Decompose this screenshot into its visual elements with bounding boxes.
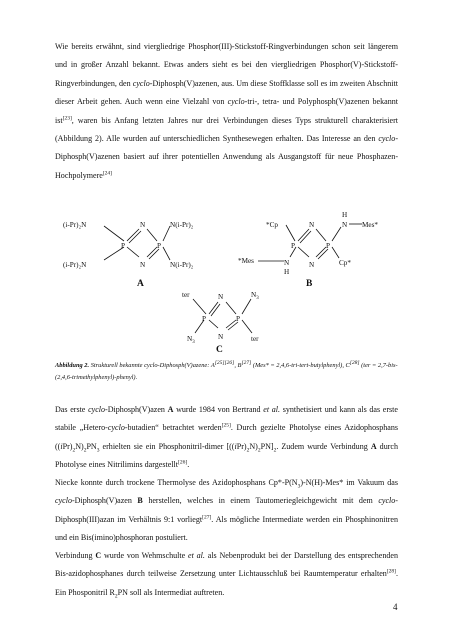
text-run: herstellen, welches in einem Tautomeriegleichgewicht mit dem: [142, 496, 379, 506]
bond: [226, 320, 236, 328]
amine-nitrogen: N: [342, 221, 348, 229]
text-run: (ter = 2,7-bis-(2,4,6-trimethylphenyl)-phenyl).: [55, 362, 398, 381]
bond: [286, 225, 295, 241]
figure-caption: [55, 360, 398, 384]
text-run: -Diphosph(V)azen: [105, 405, 168, 414]
bond: [332, 227, 341, 241]
substituent-label: Mes*: [362, 221, 378, 229]
text-run: . Zudem wurde Verbindung: [276, 441, 371, 451]
text-run: et al.: [188, 551, 205, 560]
text-run: Das erste: [55, 405, 89, 414]
citation: [24]: [102, 170, 112, 177]
text-run: . Ein Phosponitril R: [55, 569, 398, 597]
text-run: , waren bis Anfang letzten Jahres nur drei Verbindungen dieses Typs strukturell charakterisiert (Abbildung 2). Alle wurden auf unterschiedlichen Synthesewegen erhalten. Das Interesse an den: [55, 115, 398, 144]
ring-nitrogen: N: [218, 333, 224, 341]
subscript: 2: [273, 447, 277, 454]
text-run: PN soll als Intermediat auftreten.: [117, 587, 225, 597]
bond: [193, 299, 206, 314]
bond: [147, 229, 157, 241]
ring-phosphorus: P: [291, 242, 295, 250]
bond: [298, 247, 309, 257]
substituent-label: (i-Pr)₂N: [63, 221, 87, 229]
ring-nitrogen: N: [140, 221, 146, 229]
compound-a-structure: [63, 221, 194, 289]
text-run: (Mes* = 2,4,6-tri-tert-butylphenyl), C: [251, 362, 350, 369]
citation: [28]: [349, 359, 360, 366]
bond: [163, 226, 170, 241]
text-run: durch Photolyse eines Nitrilimins dargestellt: [55, 441, 398, 470]
paragraph-compound-a: [55, 401, 398, 475]
ring-nitrogen: N: [309, 261, 315, 269]
compound-b-structure: [238, 211, 378, 289]
substituent-label: [187, 335, 195, 345]
substituent-label: N(i-Pr)₂: [170, 221, 194, 229]
amine-hydrogen: H: [284, 268, 290, 276]
substituent-label: (i-Pr)₂N: [63, 261, 87, 269]
text-run: wurde von Wehmschulte: [101, 551, 189, 560]
bond: [242, 320, 252, 333]
bond: [332, 247, 339, 258]
ring-phosphorus: P: [326, 242, 330, 250]
substituent-label: *Cp: [266, 221, 278, 229]
bond: [226, 302, 236, 314]
text-run: cyclo: [132, 78, 150, 88]
compound-ref: A: [167, 405, 174, 414]
text-run: PN]: [260, 441, 274, 451]
ring-phosphorus: P: [202, 315, 206, 323]
substituent-label: Cp*: [339, 259, 351, 267]
amine-hydrogen: H: [342, 211, 348, 219]
text-run: )-N(H)-Mes* im Vakuum das: [300, 478, 398, 487]
citation: [27]: [202, 514, 212, 521]
ring-phosphorus: P: [121, 242, 125, 250]
bond: [316, 229, 326, 241]
compound-label-a: A: [137, 279, 144, 289]
text-run: cyclo: [107, 423, 125, 433]
paragraph-compound-c: [55, 547, 398, 602]
caption-label: Abbildung 2.: [55, 362, 90, 369]
subscript: 2: [246, 447, 250, 454]
citation: [25][26]: [214, 359, 235, 366]
citation: [27]: [241, 359, 252, 366]
text-run: i: [234, 441, 237, 451]
subscript: 2: [114, 593, 118, 600]
compound-c-structure: [182, 291, 259, 355]
text-run: erhielten sie ein Phosphonitril-dimer [((: [99, 441, 235, 451]
paragraph-compound-b: [55, 474, 398, 548]
subscript: 2: [83, 447, 87, 454]
subscript: 2: [257, 447, 261, 454]
text-run: , B: [234, 362, 242, 369]
ring-nitrogen: N: [309, 221, 315, 229]
compound-label-b: B: [306, 279, 313, 289]
text-run: cyclo: [378, 134, 396, 144]
compound-label-c: C: [216, 345, 223, 355]
text-run: Strukturell bekannte cyclo-Diphosph(V)azene: A: [89, 362, 215, 369]
substituent-label: N(i-Pr)₂: [170, 261, 194, 269]
subscript: 3: [297, 483, 301, 490]
bond: [163, 247, 170, 260]
page-number: 4: [393, 602, 398, 612]
bond: [127, 247, 139, 257]
azide-subscript: 3: [256, 296, 259, 301]
substituent-label: [251, 291, 259, 301]
text-run: als Nebenprodukt bei der Darstellung des entsprechenden Bis-azidophosphanes durch teilweise Zersetzung unter Lichtausschluß bei Raumtemperatur erhalten: [55, 551, 398, 579]
bond: [242, 299, 251, 314]
bond: [228, 322, 238, 330]
text-run: Wie bereits erwähnt, sind viergliedrige Phosphor(III)-Stickstoff-Ringverbindungen schon seit längerem und in großer Anzahl bekannt. Etwas anders sieht es bei den viergliedrigen Phosphor(V)-Stickstoff-Ringverbindungen, den: [55, 42, 398, 88]
azide-n: N: [187, 335, 193, 343]
paragraph-intro: [55, 38, 398, 185]
text-run: -butadien“ betrachtet werden: [124, 423, 222, 433]
text-run: cyclo: [378, 496, 396, 506]
citation: [26]: [178, 459, 188, 466]
text-run: PN: [86, 441, 97, 451]
ring-nitrogen: N: [140, 261, 146, 269]
text-run: -Diphosph(V)azen: [71, 496, 138, 506]
text-run: i: [60, 441, 63, 451]
text-run: -Diphosph(V)azenen basiert auf ihrer potentiellen Anwendung als Ausgangstoff für neue Phosphazen-Hochpolymere: [55, 134, 398, 180]
bond: [104, 226, 124, 241]
text-run: Niecke konnte durch trockene Thermolyse des Azidophosphans Cp*-P(N: [55, 478, 298, 487]
azide-subscript: 3: [192, 340, 195, 345]
amine-nitrogen: N: [284, 259, 290, 267]
text-run: wurde 1984 von Bertrand: [173, 405, 264, 414]
citation: [23]: [62, 114, 72, 121]
text-run: cyclo: [227, 97, 245, 107]
text-run: et al.: [263, 405, 281, 414]
text-run: . Durch gezielte Photolyse eines Azidophosphans ((: [55, 423, 399, 451]
text-run: -tri-, tetra- und Polyphosph(V)azenen bekannt ist: [55, 97, 398, 125]
substituent-label: ter: [251, 335, 259, 343]
text-run: Verbindung: [55, 551, 96, 560]
chemical-structures-figure: [0, 195, 453, 355]
text-run: Pr): [236, 441, 247, 451]
text-run: -Diphosph(III)azan im Verhältnis 9:1 vorliegt: [55, 496, 398, 524]
text-run: .: [187, 460, 190, 470]
text-run: Pr): [62, 441, 73, 451]
substituent-label: *Mes: [238, 257, 254, 265]
text-run: N): [249, 441, 258, 451]
text-run: cyclo: [88, 405, 106, 414]
ring-nitrogen: N: [218, 293, 224, 301]
compound-ref: C: [95, 551, 102, 560]
ring-phosphorus: P: [157, 242, 161, 250]
bond: [209, 320, 218, 328]
text-run: cyclo: [55, 496, 72, 506]
compound-ref: B: [137, 496, 143, 506]
subscript: 2: [72, 447, 76, 454]
compound-ref: A: [370, 441, 377, 451]
ring-phosphorus: P: [236, 315, 240, 323]
substituent-label: ter: [182, 291, 190, 299]
text-run: N): [75, 441, 84, 451]
text-run: -Diphosph(V)azenen, aus. Um diese Stoffklasse soll es im zweiten Abschnitt dieser Arbeit gehen. Auch wenn eine Vielzahl von: [55, 78, 398, 107]
text-run: synthetisiert und kann als das erste stabile „Hetero-: [55, 405, 398, 433]
subscript: 3: [96, 447, 100, 454]
text-run: . Als mögliche Intermediate werden ein Phosphinonitren und ein Bis(imino)phosphoran postuliert.: [55, 514, 398, 543]
azide-n: N: [251, 291, 257, 299]
citation: [28]: [386, 568, 396, 575]
citation: [25]: [221, 422, 231, 429]
